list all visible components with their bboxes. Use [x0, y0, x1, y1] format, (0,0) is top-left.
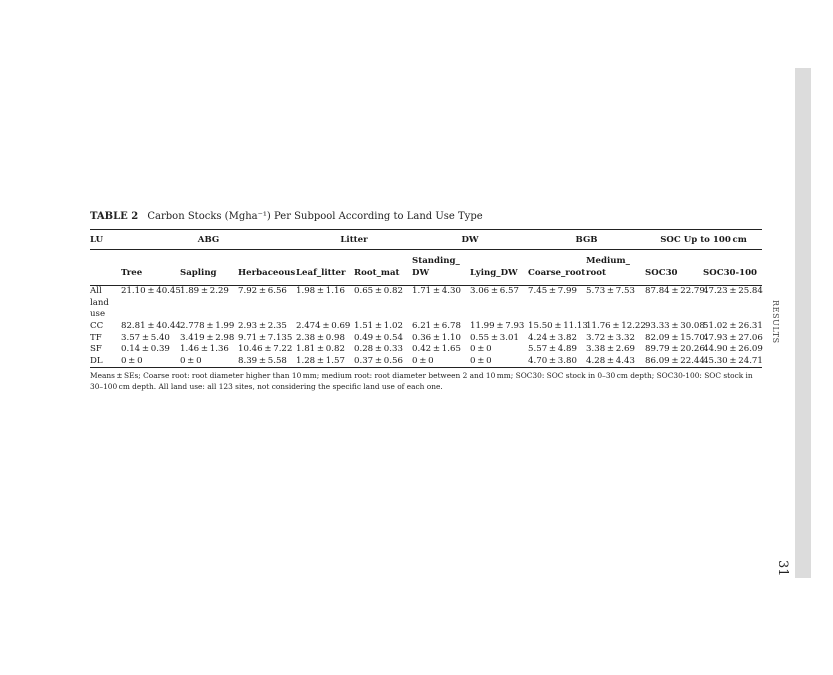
cell-soc30: 89.79 ± 20.26 — [645, 344, 705, 355]
cell-tree: 21.10 ± 40.45 — [121, 286, 181, 297]
cell-root-mat: 0.49 ± 0.54 — [354, 332, 403, 343]
cell-root-mat: 1.51 ± 1.02 — [354, 320, 403, 331]
cell-sapling: 1.89 ± 2.29 — [180, 286, 229, 297]
running-head: RESULTS — [771, 300, 780, 344]
cell-herbaceous: 7.92 ± 6.56 — [238, 286, 287, 297]
column-header-leaf-litter: Leaf_litter — [296, 250, 354, 286]
table-row — [90, 333, 762, 345]
cell-sapling: 1.46 ± 1.36 — [180, 344, 229, 355]
cell-standing-dw: 0 ± 0 — [412, 355, 434, 366]
table-row — [90, 286, 762, 321]
caption-label: TABLE 2 — [90, 211, 139, 222]
column-header-soc30: SOC30 — [645, 250, 703, 286]
column-header-lying-dw: Lying_DW — [470, 250, 528, 286]
column-header-row — [90, 250, 762, 286]
cell-standing-dw: 0.36 ± 1.10 — [412, 332, 461, 343]
cell-lying-dw: 0 ± 0 — [470, 355, 492, 366]
column-header-medium-root: Medium_ root — [586, 250, 645, 286]
page-number: 31 — [775, 560, 790, 577]
cell-soc30-100: 47.93 ± 27.06 — [703, 332, 763, 343]
cell-lu: TF — [90, 332, 102, 343]
cell-sapling: 0 ± 0 — [180, 355, 202, 366]
cell-root-mat: 0.28 ± 0.33 — [354, 344, 403, 355]
table-caption — [90, 211, 762, 222]
cell-lying-dw: 0.55 ± 3.01 — [470, 332, 519, 343]
carbon-stocks-table — [90, 229, 762, 368]
cell-soc30-100: 45.30 ± 24.71 — [703, 355, 763, 366]
page-edge-strip — [795, 68, 811, 578]
column-header-coarse-root: Coarse_root — [528, 250, 586, 286]
cell-tree: 0.14 ± 0.39 — [121, 344, 170, 355]
cell-leaf-litter: 1.28 ± 1.57 — [296, 355, 345, 366]
group-header-litter: Litter — [296, 230, 412, 250]
cell-tree: 3.57 ± 5.40 — [121, 332, 170, 343]
cell-soc30-100: 47.23 ± 25.84 — [703, 286, 763, 297]
cell-root-mat: 0.37 ± 0.56 — [354, 355, 403, 366]
cell-herbaceous: 10.46 ± 7.22 — [238, 344, 293, 355]
column-header-soc30-100: SOC30-100 — [703, 250, 762, 286]
cell-soc30-100: 51.02 ± 26.31 — [703, 320, 763, 331]
cell-soc30: 82.09 ± 15.70 — [645, 332, 705, 343]
group-header-lu: LU — [90, 230, 121, 250]
cell-soc30: 87.84 ± 22.79 — [645, 286, 705, 297]
cell-soc30: 86.09 ± 22.44 — [645, 355, 705, 366]
cell-lu: DL — [90, 355, 103, 366]
cell-lying-dw: 11.99 ± 7.93 — [470, 320, 525, 331]
cell-medium-root: 3.38 ± 2.69 — [586, 344, 635, 355]
table-row — [90, 356, 762, 368]
cell-leaf-litter: 1.98 ± 1.16 — [296, 286, 345, 297]
cell-medium-root: 3.72 ± 3.32 — [586, 332, 635, 343]
cell-leaf-litter: 1.81 ± 0.82 — [296, 344, 345, 355]
cell-soc30: 93.33 ± 30.08 — [645, 320, 705, 331]
cell-standing-dw: 1.71 ± 4.30 — [412, 286, 461, 297]
table-row — [90, 344, 762, 356]
cell-tree: 82.81 ± 40.44 — [121, 320, 181, 331]
cell-coarse-root: 4.24 ± 3.82 — [528, 332, 577, 343]
cell-lu: SF — [90, 344, 102, 355]
group-header-dw: DW — [412, 230, 528, 250]
cell-standing-dw: 6.21 ± 6.78 — [412, 320, 461, 331]
cell-lying-dw: 3.06 ± 6.57 — [470, 286, 519, 297]
cell-medium-root: 11.76 ± 12.22 — [586, 320, 646, 331]
cell-lu: CC — [90, 320, 104, 331]
cell-standing-dw: 0.42 ± 1.65 — [412, 344, 461, 355]
cell-leaf-litter: 2.38 ± 0.98 — [296, 332, 345, 343]
group-header-abg: ABG — [121, 230, 296, 250]
cell-medium-root: 5.73 ± 7.53 — [586, 286, 635, 297]
column-header-tree: Tree — [121, 250, 180, 286]
cell-herbaceous: 8.39 ± 5.58 — [238, 355, 287, 366]
column-header-root-mat: Root_mat — [354, 250, 412, 286]
column-header-sapling: Sapling — [180, 250, 238, 286]
group-header-bgb: BGB — [528, 230, 645, 250]
cell-leaf-litter: 2.474 ± 0.69 — [296, 320, 351, 331]
cell-coarse-root: 7.45 ± 7.99 — [528, 286, 577, 297]
table-block — [90, 211, 762, 393]
column-header-standing-dw: Standing_ DW — [412, 250, 470, 286]
group-header-soc: SOC Up to 100 cm — [645, 230, 762, 250]
cell-soc30-100: 44.90 ± 26.09 — [703, 344, 763, 355]
cell-herbaceous: 9.71 ± 7.135 — [238, 332, 293, 343]
cell-sapling: 3.419 ± 2.98 — [180, 332, 235, 343]
cell-lu: All land use — [90, 286, 109, 320]
cell-root-mat: 0.65 ± 0.82 — [354, 286, 403, 297]
cell-coarse-root: 15.50 ± 11.13 — [528, 320, 588, 331]
column-header-herbaceous: Herbaceous — [238, 250, 296, 286]
group-header-row — [90, 230, 762, 250]
caption-text: Carbon Stocks (Mgha⁻¹) Per Subpool According to Land Use Type — [147, 211, 483, 222]
column-header-lu-blank — [90, 250, 121, 286]
cell-tree: 0 ± 0 — [121, 355, 143, 366]
cell-medium-root: 4.28 ± 4.43 — [586, 355, 635, 366]
cell-lying-dw: 0 ± 0 — [470, 344, 492, 355]
table-footnote: Means ± SEs; Coarse root: root diameter higher than 10 mm; medium root: root diameter between 2 and 10 mm; SOC30: SOC stock in 0–30 cm depth; SOC30-100: SOC stock in 30–100 cm depth. All land use: all 123 sites, not considering the specific land use of each one. — [90, 371, 753, 392]
table-row — [90, 321, 762, 333]
cell-coarse-root: 4.70 ± 3.80 — [528, 355, 577, 366]
cell-sapling: 2.778 ± 1.99 — [180, 320, 235, 331]
cell-coarse-root: 5.57 ± 4.89 — [528, 344, 577, 355]
cell-herbaceous: 2.93 ± 2.35 — [238, 320, 287, 331]
